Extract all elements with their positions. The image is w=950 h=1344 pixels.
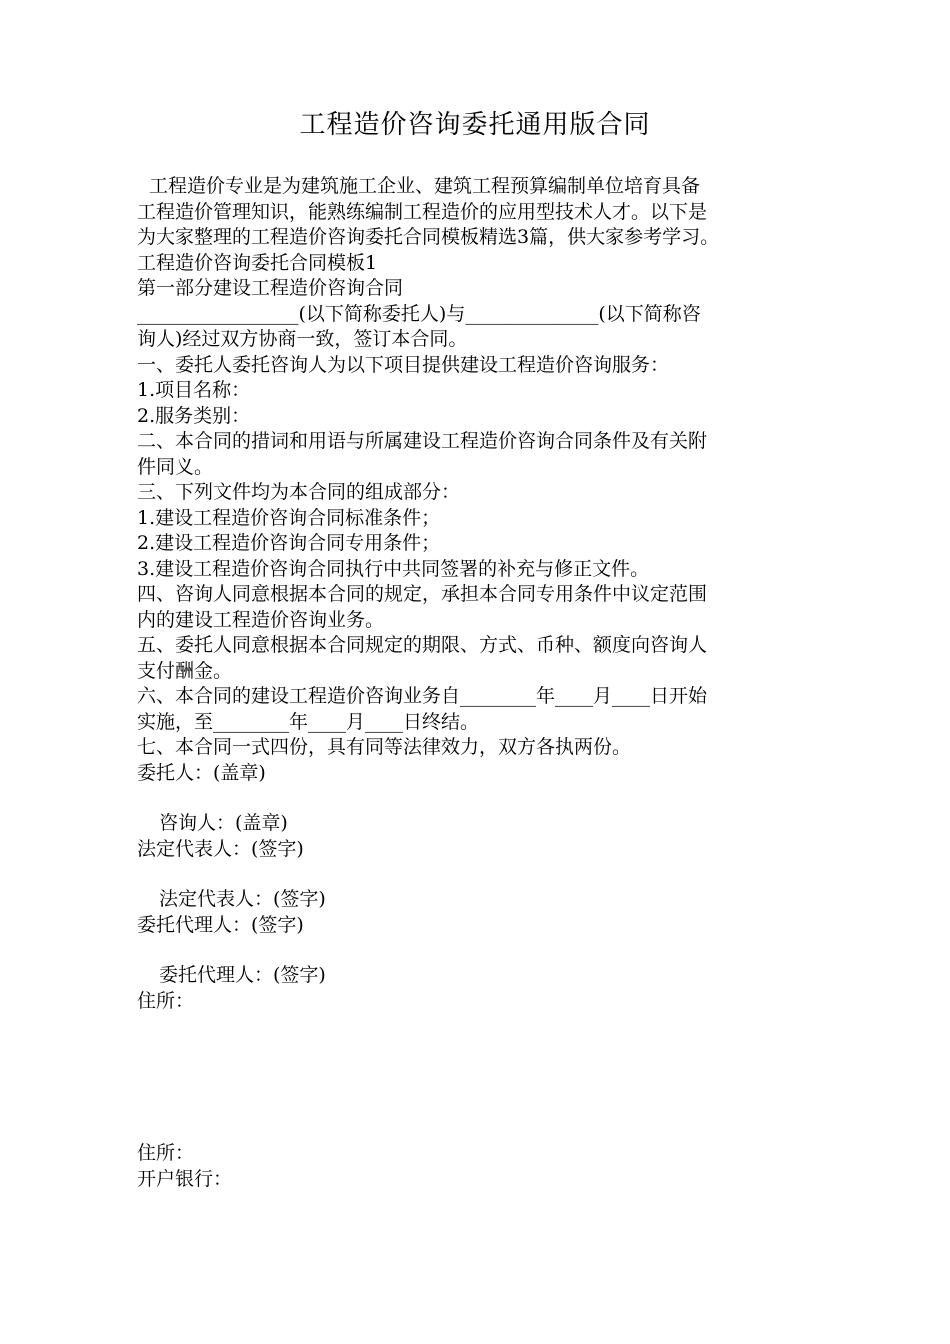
bank-line: 开户银行： [137, 1167, 233, 1190]
paragraph-line: 工程造价专业是为建筑施工企业、建筑工程预算编制单位培育具备 [149, 175, 701, 197]
signature-line: 委托代理人：(签字) [159, 964, 326, 986]
clause-line: 三、下列文件均为本合同的组成部分： [137, 481, 461, 503]
clause-line: 实施，至________年____月____日终结。 [137, 710, 480, 733]
clause-line: 五、委托人同意根据本合同规定的期限、方式、币种、额度向咨询人 [137, 634, 708, 656]
clause-line: 支付酬金。 [137, 659, 233, 682]
clause-line: 一、委托人委托咨询人为以下项目提供建设工程造价咨询服务： [137, 353, 670, 376]
paragraph-line: 询人)经过双方协商一致，签订本合同。 [137, 328, 468, 350]
clause-line: 四、咨询人同意根据本合同的规定，承担本合同专用条件中议定范围 [137, 583, 708, 605]
signature-line: 法定代表人：(签字) [137, 837, 304, 860]
document-body [137, 174, 817, 1192]
clause-line: 七、本合同一式四份，具有同等法律效力，双方各执两份。 [137, 736, 632, 758]
clause-line: 2.建设工程造价咨询合同专用条件； [137, 532, 441, 554]
signature-line: 咨询人：(盖章) [159, 812, 288, 834]
clause-line: 2.服务类别： [137, 404, 251, 427]
clause-line: 内的建设工程造价咨询业务。 [137, 608, 385, 631]
clause-line: 六、本合同的建设工程造价咨询业务自________年____月____日开始 [137, 685, 708, 707]
address-line: 住所： [137, 1142, 195, 1164]
address-line: 住所： [137, 989, 195, 1012]
clause-line: 1.建设工程造价咨询合同标准条件； [137, 506, 441, 529]
document-title: 工程造价咨询委托通用版合同 [299, 110, 651, 140]
signature-line: 法定代表人：(签字) [159, 888, 326, 910]
signature-line: 委托代理人：(签字) [137, 913, 304, 936]
clause-line: 3.建设工程造价咨询合同执行中共同签署的补充与修正文件。 [137, 557, 650, 580]
section-heading: 第一部分建设工程造价咨询合同 [137, 277, 404, 299]
paragraph-line: 工程造价管理知识，能熟练编制工程造价的应用型技术人才。以下是 [137, 200, 708, 223]
signature-line: 委托人：(盖章) [137, 761, 266, 784]
clause-line: 件同义。 [137, 455, 214, 478]
paragraph-line: 为大家整理的工程造价咨询委托合同模板精选3篇，供大家参考学习。 [137, 226, 720, 248]
clause-line: 二、本合同的措词和用语与所属建设工程造价咨询合同条件及有关附 [137, 430, 708, 452]
paragraph-line: _________________(以下简称委托人)与______________(以下简称咨 [137, 302, 701, 325]
section-heading: 工程造价咨询委托合同模板1 [137, 251, 378, 274]
clause-line: 1.项目名称： [137, 379, 251, 401]
